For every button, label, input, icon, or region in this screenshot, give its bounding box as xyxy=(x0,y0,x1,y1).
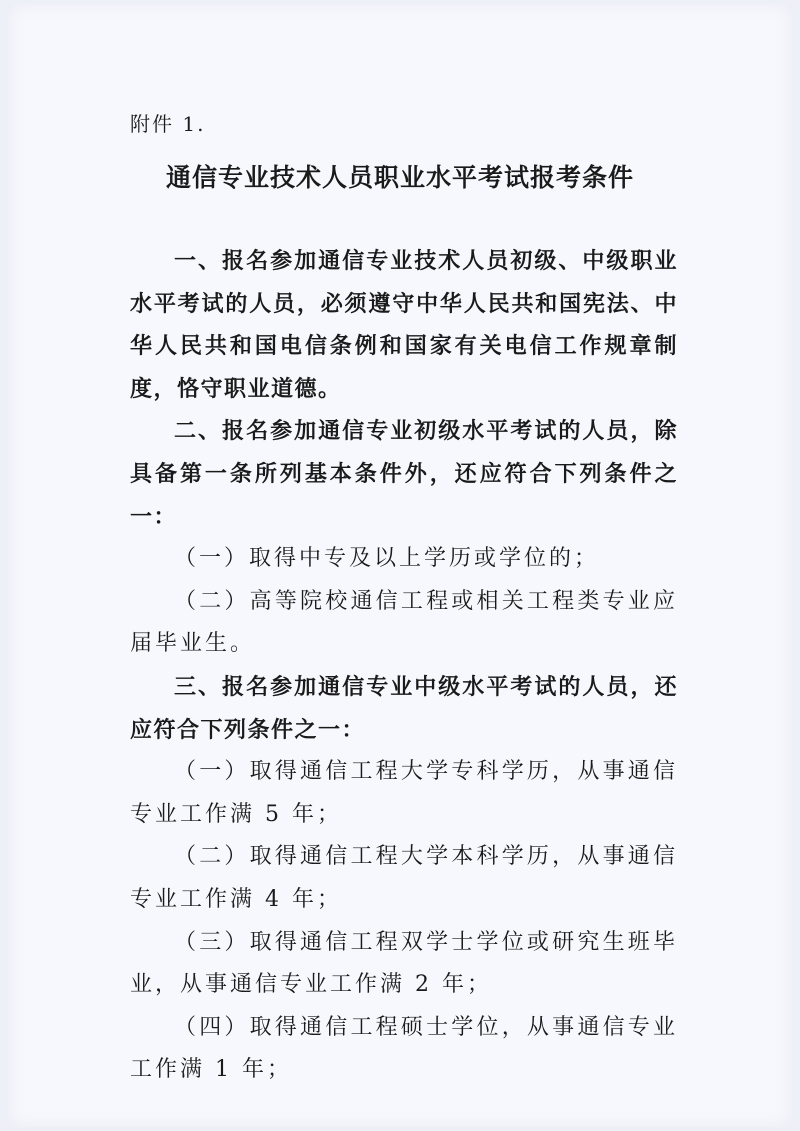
clause-3: 三、报名参加通信专业中级水平考试的人员，还应符合下列条件之一： xyxy=(130,673,678,743)
clause-3-item-4: （四）取得通信工程硕士学位，从事通信专业工作满 1 年； xyxy=(130,1014,678,1083)
document-title: 通信专业技术人员职业水平考试报考条件 xyxy=(165,163,634,192)
clause-3-item-1: （一）取得通信工程大学专科学历，从事通信专业工作满 5 年； xyxy=(130,759,678,827)
clause-2-item-2: （二）高等院校通信工程或相关工程类专业应届毕业生。 xyxy=(130,588,678,657)
clause-3-item-3: （三）取得通信工程双学士学位或研究生班毕业，从事通信专业工作满 2 年； xyxy=(130,929,678,998)
clause-2: 二、报名参加通信专业初级水平考试的人员，除具备第一条所列基本条件外，还应符合下列条件之一： xyxy=(130,418,678,530)
clause-3-item-2: （二）取得通信工程大学本科学历，从事通信专业工作满 4 年； xyxy=(130,844,678,912)
clause-2-item-1: （一）取得中专及以上学历或学位的； xyxy=(174,546,600,572)
document-body xyxy=(130,240,678,1092)
attachment-label: 附件 1. xyxy=(130,112,206,136)
clause-1: 一、报名参加通信专业技术人员初级、中级职业水平考试的人员，必须遵守中华人民共和国宪法、中华人民共和国电信条例和国家有关电信工作规章制度，恪守职业道德。 xyxy=(130,248,678,402)
